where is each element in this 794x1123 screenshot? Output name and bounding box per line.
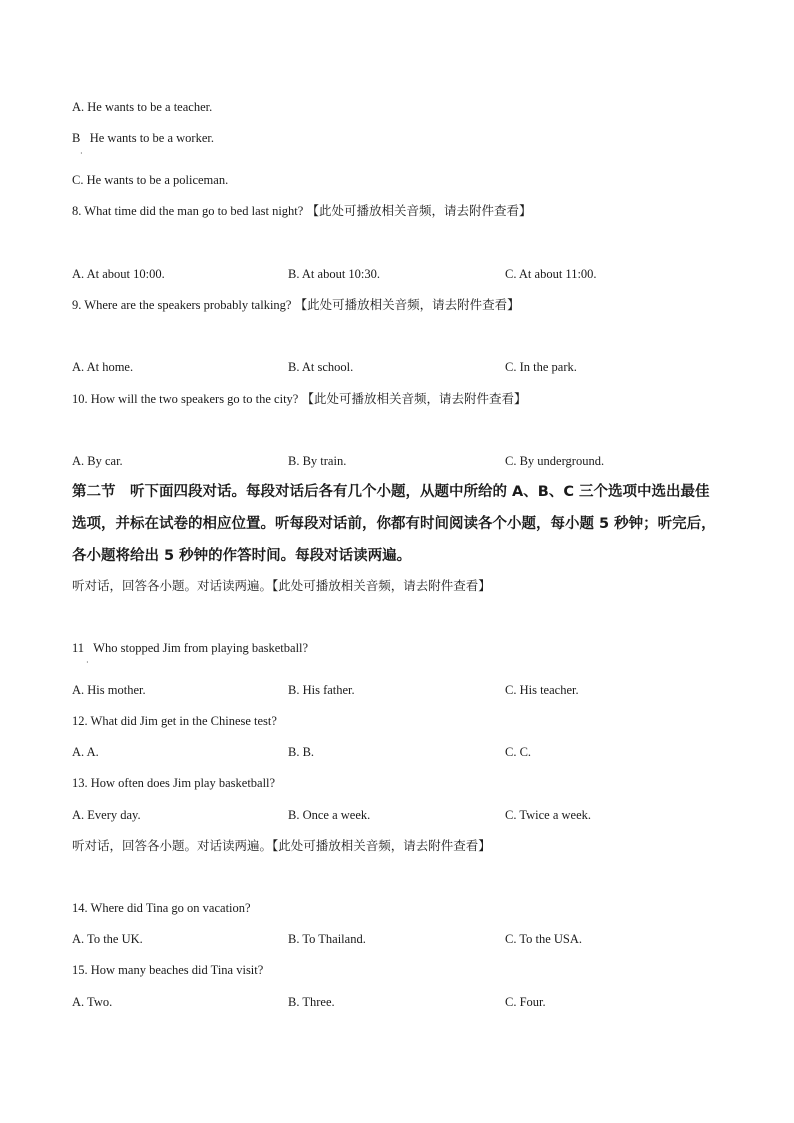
q9-option-c: C. In the park. bbox=[505, 360, 577, 374]
decorative-dot: · bbox=[86, 658, 89, 667]
question-11-text: 11 Who stopped Jim from playing basketball? bbox=[72, 641, 309, 655]
q9-option-a: A. At home. bbox=[72, 360, 134, 374]
q15-option-b: B. Three. bbox=[288, 995, 335, 1009]
question-10-text: 10. How will the two speakers go to the city? bbox=[72, 392, 299, 406]
q15-option-c: C. Four. bbox=[505, 995, 546, 1009]
decorative-dot: · bbox=[80, 149, 83, 158]
q13-option-a: A. Every day. bbox=[72, 808, 141, 822]
q14-option-a: A. To the UK. bbox=[72, 932, 143, 946]
question-13-text: 13. How often does Jim play basketball? bbox=[72, 776, 276, 790]
dialog-2-intro[interactable]: 听对话，回答各小题。对话读两遍。【此处可播放相关音频，请去附件查看】 bbox=[72, 838, 491, 853]
question-10 bbox=[72, 391, 526, 407]
q8-option-b: B. At about 10:30. bbox=[288, 267, 381, 281]
q10-option-b: B. By train. bbox=[288, 454, 347, 468]
audio-note-link[interactable]: 【此处可播放相关音频，请去附件查看】 bbox=[306, 203, 532, 218]
q11-option-a: A. His mother. bbox=[72, 683, 146, 697]
q11-option-c: C. His teacher. bbox=[505, 683, 579, 697]
q14-option-b: B. To Thailand. bbox=[288, 932, 366, 946]
q15-option-a: A. Two. bbox=[72, 995, 113, 1009]
q12-option-a: A. A. bbox=[72, 745, 99, 759]
q8-option-c: C. At about 11:00. bbox=[505, 267, 597, 281]
q10-option-a: A. By car. bbox=[72, 454, 123, 468]
question-15-text: 15. How many beaches did Tina visit? bbox=[72, 963, 264, 977]
q11-option-b: B. His father. bbox=[288, 683, 355, 697]
question-9-text: 9. Where are the speakers probably talking? bbox=[72, 298, 292, 312]
q7-option-c: C. He wants to be a policeman. bbox=[72, 173, 229, 187]
question-8-text: 8. What time did the man go to bed last night? bbox=[72, 204, 304, 218]
q14-option-c: C. To the USA. bbox=[505, 932, 583, 946]
audio-note-link[interactable]: 【此处可播放相关音频，请去附件查看】 bbox=[301, 391, 527, 406]
question-14-text: 14. Where did Tina go on vacation? bbox=[72, 901, 251, 915]
q10-option-c: C. By underground. bbox=[505, 454, 605, 468]
q7-option-a: A. He wants to be a teacher. bbox=[72, 100, 213, 114]
q9-option-b: B. At school. bbox=[288, 360, 354, 374]
q7-option-b: B He wants to be a worker. bbox=[72, 131, 214, 145]
q12-option-c: C. C. bbox=[505, 745, 532, 759]
q12-option-b: B. B. bbox=[288, 745, 315, 759]
section-2-instructions: 第二节 听下面四段对话。每段对话后各有几个小题，从题中所给的 A、B、C 三个选项中选出最佳选项，并标在试卷的相应位置。听每段对话前，你都有时间阅读各个小题，每小题 5 秒钟；听完后，各小题将给出 5 秒钟的作答时间。每段对话读两遍。 bbox=[72, 484, 716, 564]
q13-option-c: C. Twice a week. bbox=[505, 808, 592, 822]
question-8 bbox=[72, 203, 531, 219]
question-9 bbox=[72, 297, 520, 313]
dialog-1-intro[interactable]: 听对话，回答各小题。对话读两遍。【此处可播放相关音频，请去附件查看】 bbox=[72, 578, 491, 593]
question-12-text: 12. What did Jim get in the Chinese test? bbox=[72, 714, 277, 728]
q13-option-b: B. Once a week. bbox=[288, 808, 371, 822]
audio-note-link[interactable]: 【此处可播放相关音频，请去附件查看】 bbox=[294, 297, 520, 312]
q8-option-a: A. At about 10:00. bbox=[72, 267, 165, 281]
